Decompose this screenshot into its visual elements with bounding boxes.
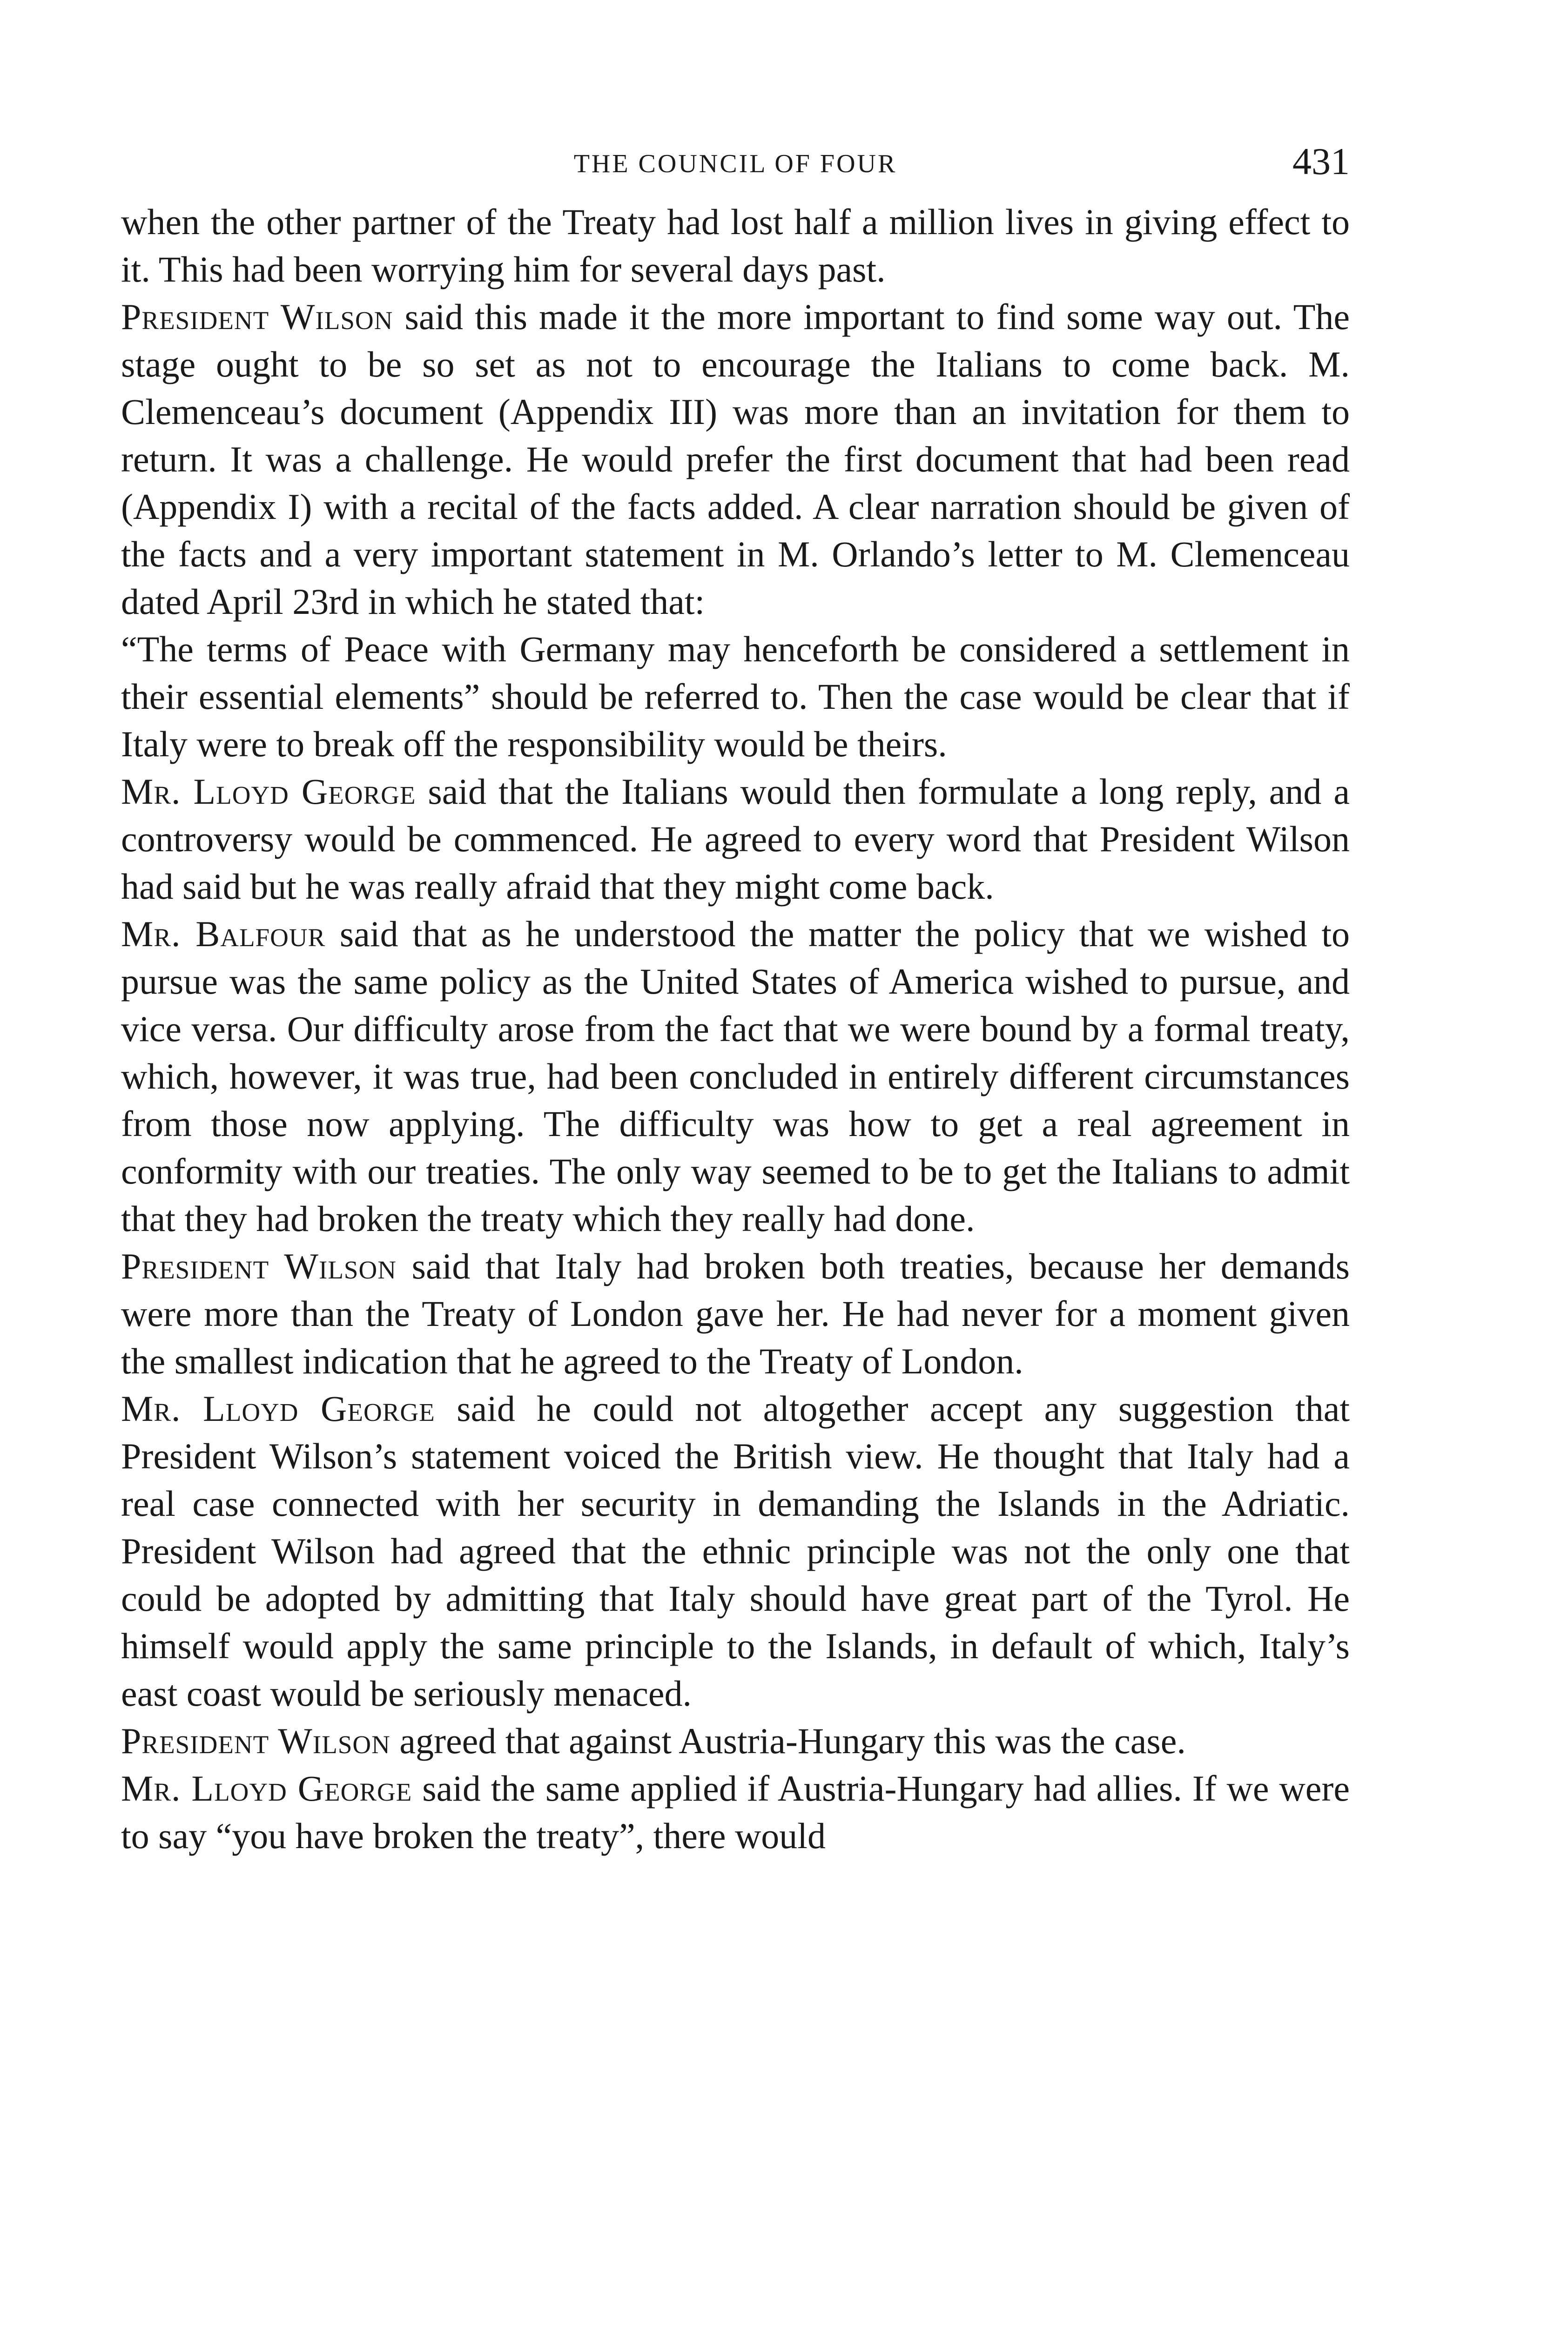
paragraph (121, 293, 1350, 625)
body-text (121, 198, 1350, 1860)
speaker-name: President Wilson (121, 1246, 397, 1286)
page-header (121, 140, 1350, 195)
speaker-name: Mr. Balfour (121, 914, 326, 954)
paragraph-text: when the other partner of the Treaty had lost half a million lives in giving effect to it. This had been worrying him for several days past. (121, 202, 1350, 289)
paragraph (121, 1717, 1350, 1765)
speaker-name: Mr. Lloyd George (121, 1768, 412, 1809)
paragraph (121, 198, 1350, 293)
speaker-name: Mr. Lloyd George (121, 771, 416, 812)
paragraph (121, 910, 1350, 1243)
book-page (121, 140, 1350, 1860)
paragraph-text: said that as he understood the matter the policy that we wished to pursue was the same policy as the United States of America wished to pursue, and vice versa. Our difficulty arose from the fact that we were bound by a formal treaty, which, however, it was true, had been concluded in entirely different circumstances from those now applying. The difficulty was how to get a real agreement in conformity with our treaties. The only way seemed to be to get the Italians to admit that they had broken the treaty which they really had done. (121, 914, 1350, 1239)
page-number: 431 (1292, 140, 1350, 182)
running-title: THE COUNCIL OF FOUR (573, 149, 897, 178)
paragraph-text: said that the Italians would then formulate a long reply, and a controversy would be commenced. He agreed to every word that President Wilson had said but he was really afraid that they might come back. (121, 771, 1350, 907)
paragraph (121, 1385, 1350, 1717)
paragraph-text: said that Italy had broken both treaties, because her demands were more than the Treaty of London gave her. He had never for a moment given the smallest indication that he agreed to the Treaty of London. (121, 1246, 1350, 1381)
paragraph-text: said the same applied if Austria-Hungary had allies. If we were to say “you have broken the treaty”, there would (121, 1768, 1350, 1856)
paragraph-text: said this made it the more important to find some way out. The stage ought to be so set as not to encourage the Italians to come back. M. Clemenceau’s document (Appendix III) was more than an invitation for them to return. It was a challenge. He would prefer the first document that had been read (Appendix I) with a recital of the facts added. A clear narration should be given of the facts and a very important statement in M. Orlando’s letter to M. Clemenceau dated April 23rd in which he stated that: (121, 296, 1350, 622)
paragraph (121, 1243, 1350, 1385)
speaker-name: President Wilson (121, 1721, 390, 1761)
speaker-name: President Wilson (121, 296, 393, 337)
paragraph (121, 768, 1350, 910)
paragraph-text: agreed that against Austria-Hungary this was the case. (390, 1721, 1186, 1761)
paragraph-text: “The terms of Peace with Germany may henceforth be considered a settlement in their essential elements” should be referred to. Then the case would be clear that if Italy were to break off the responsibility would be theirs. (121, 629, 1350, 764)
paragraph (121, 625, 1350, 768)
paragraph-text: said he could not altogether accept any suggestion that President Wilson’s statement voiced the British view. He thought that Italy had a real case connected with her security in demanding the Islands in the Adriatic. President Wilson had agreed that the ethnic principle was not the only one that could be adopted by admitting that Italy should have great part of the Tyrol. He himself would apply the same principle to the Islands, in default of which, Italy’s east coast would be seriously menaced. (121, 1388, 1350, 1714)
speaker-name: Mr. Lloyd George (121, 1388, 435, 1429)
paragraph (121, 1765, 1350, 1860)
